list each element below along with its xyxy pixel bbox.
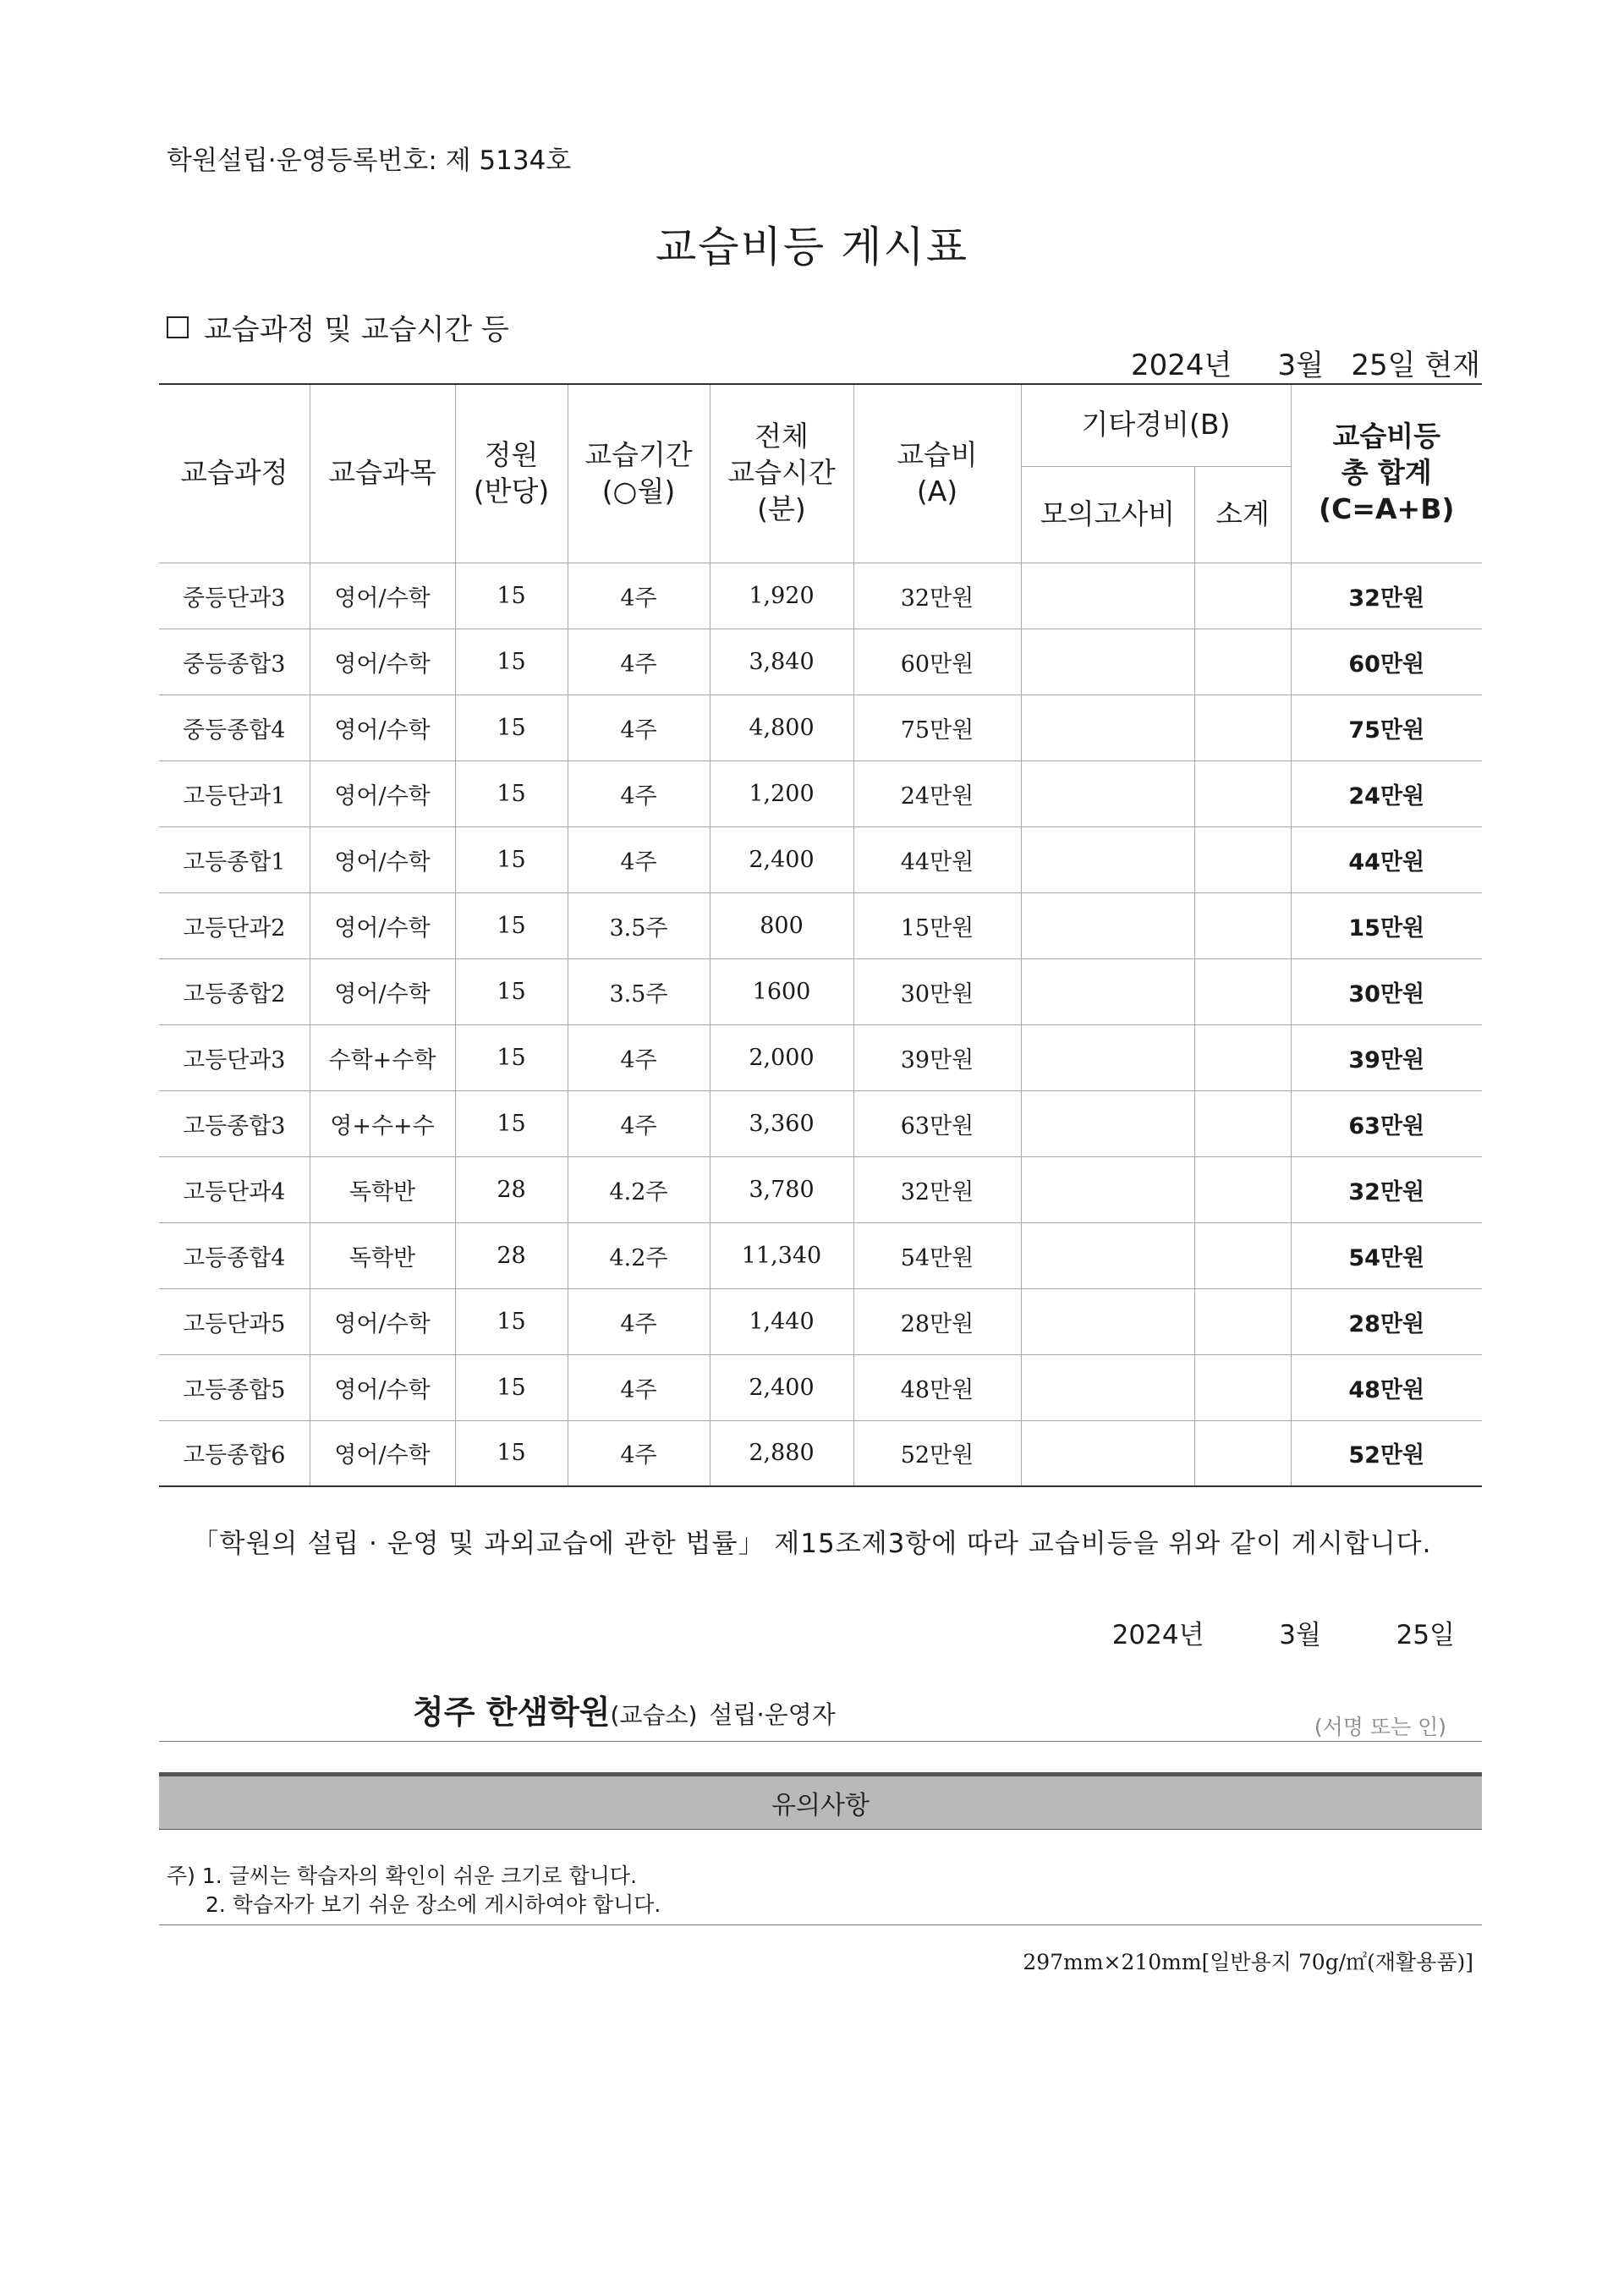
cell-subtotal [1194, 1354, 1291, 1420]
cell-subject: 영어/수학 [310, 1288, 455, 1354]
cell-capacity: 15 [455, 1354, 568, 1420]
table-row [159, 1024, 1482, 1090]
cell-course: 고등단과5 [159, 1288, 310, 1354]
cell-minutes: 3,780 [710, 1156, 853, 1222]
table-row [159, 760, 1482, 826]
cell-capacity: 15 [455, 563, 568, 629]
header-subtotal: 소계 [1194, 466, 1291, 563]
cell-grand-total: 63만원 [1291, 1090, 1482, 1156]
cell-fee: 32만원 [853, 563, 1021, 629]
cell-subtotal [1194, 695, 1291, 760]
header-mock-exam: 모의고사비 [1021, 466, 1194, 563]
cell-capacity: 15 [455, 826, 568, 892]
cell-capacity: 15 [455, 629, 568, 695]
header-other-costs: 기타경비(B) [1021, 384, 1291, 466]
registration-number: 학원설립·운영등록번호: 제 5134호 [167, 145, 572, 176]
cell-subtotal [1194, 1024, 1291, 1090]
table-row [159, 1090, 1482, 1156]
cell-grand-total: 44만원 [1291, 826, 1482, 892]
date-day: 25일 [1396, 1620, 1455, 1650]
cell-grand-total: 28만원 [1291, 1288, 1482, 1354]
cell-fee: 54만원 [853, 1222, 1021, 1288]
cell-grand-total: 75만원 [1291, 695, 1482, 760]
cell-period: 4주 [568, 1420, 710, 1486]
cell-fee: 60만원 [853, 629, 1021, 695]
table-row [159, 892, 1482, 958]
note-1: 주) 1. 글씨는 학습자의 확인이 쉬운 크기로 합니다. [167, 1864, 638, 1888]
table-row [159, 563, 1482, 629]
cell-fee: 32만원 [853, 1156, 1021, 1222]
cell-mock-exam [1021, 1420, 1194, 1486]
checkbox-square-icon [167, 316, 189, 338]
notes [167, 1862, 661, 1919]
table-row [159, 1288, 1482, 1354]
cell-minutes: 2,000 [710, 1024, 853, 1090]
cell-minutes: 1,920 [710, 563, 853, 629]
cell-capacity: 28 [455, 1156, 568, 1222]
cell-minutes: 2,880 [710, 1420, 853, 1486]
cell-course: 고등종합5 [159, 1354, 310, 1420]
table-row [159, 958, 1482, 1024]
as-of-year: 2024년 [1131, 349, 1232, 382]
cell-subject: 영어/수학 [310, 826, 455, 892]
cell-mock-exam [1021, 1354, 1194, 1420]
cell-capacity: 15 [455, 1090, 568, 1156]
cell-subject: 영어/수학 [310, 629, 455, 695]
cell-capacity: 15 [455, 1420, 568, 1486]
cell-course: 고등종합2 [159, 958, 310, 1024]
cell-minutes: 800 [710, 892, 853, 958]
cell-mock-exam [1021, 892, 1194, 958]
cell-mock-exam [1021, 1156, 1194, 1222]
posting-date [1112, 1613, 1455, 1651]
cell-minutes: 3,360 [710, 1090, 853, 1156]
cell-course: 고등종합6 [159, 1420, 310, 1486]
cell-course: 고등단과4 [159, 1156, 310, 1222]
cell-fee: 28만원 [853, 1288, 1021, 1354]
cell-subtotal [1194, 1156, 1291, 1222]
date-year: 2024년 [1111, 1620, 1204, 1650]
cell-mock-exam [1021, 760, 1194, 826]
cell-grand-total: 52만원 [1291, 1420, 1482, 1486]
cell-period: 4주 [568, 629, 710, 695]
divider [159, 1924, 1482, 1925]
fee-table-body [159, 563, 1482, 1486]
cell-minutes: 3,840 [710, 629, 853, 695]
cell-capacity: 15 [455, 760, 568, 826]
header-period: 교습기간 (○월) [568, 384, 710, 563]
cell-fee: 44만원 [853, 826, 1021, 892]
cell-period: 4주 [568, 1024, 710, 1090]
cell-subtotal [1194, 826, 1291, 892]
cell-subject: 영어/수학 [310, 958, 455, 1024]
cell-fee: 15만원 [853, 892, 1021, 958]
cell-grand-total: 60만원 [1291, 629, 1482, 695]
academy-name: 청주 한샘학원 [413, 1694, 611, 1731]
cell-mock-exam [1021, 826, 1194, 892]
legal-notice: 「학원의 설립 · 운영 및 과외교습에 관한 법률」 제15조제3항에 따라 교습비등을 위와 같이 게시합니다. [192, 1529, 1432, 1559]
table-row [159, 1156, 1482, 1222]
cell-grand-total: 39만원 [1291, 1024, 1482, 1090]
cell-mock-exam [1021, 1024, 1194, 1090]
cell-course: 중등종합3 [159, 629, 310, 695]
cell-mock-exam [1021, 629, 1194, 695]
table-row [159, 1354, 1482, 1420]
header-total-time: 전체 교습시간 (분) [710, 384, 853, 563]
page-title: 교습비등 게시표 [656, 222, 968, 272]
cell-capacity: 15 [455, 958, 568, 1024]
cell-subject: 영+수+수 [310, 1090, 455, 1156]
cell-fee: 30만원 [853, 958, 1021, 1024]
cell-fee: 63만원 [853, 1090, 1021, 1156]
cell-capacity: 15 [455, 695, 568, 760]
cell-mock-exam [1021, 1288, 1194, 1354]
cell-grand-total: 24만원 [1291, 760, 1482, 826]
cell-period: 4주 [568, 826, 710, 892]
cell-fee: 52만원 [853, 1420, 1021, 1486]
cell-minutes: 1,440 [710, 1288, 853, 1354]
cell-period: 4주 [568, 563, 710, 629]
header-capacity: 정원 (반당) [455, 384, 568, 563]
notice-header [159, 1772, 1482, 1830]
cell-subtotal [1194, 958, 1291, 1024]
cell-grand-total: 32만원 [1291, 1156, 1482, 1222]
cell-period: 3.5주 [568, 892, 710, 958]
cell-period: 3.5주 [568, 958, 710, 1024]
operator-role: 설립·운영자 [709, 1700, 836, 1729]
cell-mock-exam [1021, 695, 1194, 760]
cell-period: 4.2주 [568, 1156, 710, 1222]
table-row [159, 695, 1482, 760]
cell-subject: 영어/수학 [310, 1420, 455, 1486]
header-subject: 교습과목 [310, 384, 455, 563]
cell-course: 고등종합4 [159, 1222, 310, 1288]
cell-subtotal [1194, 760, 1291, 826]
cell-subject: 영어/수학 [310, 563, 455, 629]
cell-subject: 독학반 [310, 1222, 455, 1288]
cell-subtotal [1194, 1090, 1291, 1156]
divider [159, 1741, 1482, 1742]
section-heading-text: 교습과정 및 교습시간 등 [204, 313, 509, 347]
header-course: 교습과정 [159, 384, 310, 563]
cell-subtotal [1194, 629, 1291, 695]
cell-fee: 24만원 [853, 760, 1021, 826]
cell-course: 중등종합4 [159, 695, 310, 760]
cell-course: 고등단과2 [159, 892, 310, 958]
cell-minutes: 1,200 [710, 760, 853, 826]
cell-fee: 39만원 [853, 1024, 1021, 1090]
date-month: 3월 [1279, 1620, 1321, 1650]
note-2: 2. 학습자가 보기 쉬운 장소에 게시하여야 합니다. [206, 1892, 661, 1917]
as-of-month: 3월 [1277, 349, 1324, 382]
table-row [159, 629, 1482, 695]
cell-minutes: 4,800 [710, 695, 853, 760]
cell-subtotal [1194, 563, 1291, 629]
as-of-suffix: 현재 [1424, 349, 1480, 382]
cell-capacity: 15 [455, 892, 568, 958]
operator-signature-line [413, 1686, 836, 1732]
cell-capacity: 28 [455, 1222, 568, 1288]
cell-course: 고등종합3 [159, 1090, 310, 1156]
cell-minutes: 2,400 [710, 1354, 853, 1420]
cell-subject: 영어/수학 [310, 695, 455, 760]
notice-title: 유의사항 [771, 1791, 870, 1820]
cell-grand-total: 32만원 [1291, 563, 1482, 629]
cell-mock-exam [1021, 563, 1194, 629]
cell-course: 고등단과3 [159, 1024, 310, 1090]
cell-subject: 영어/수학 [310, 892, 455, 958]
cell-subject: 영어/수학 [310, 760, 455, 826]
cell-period: 4주 [568, 1090, 710, 1156]
table-row [159, 826, 1482, 892]
cell-fee: 48만원 [853, 1354, 1021, 1420]
cell-capacity: 15 [455, 1288, 568, 1354]
cell-period: 4.2주 [568, 1222, 710, 1288]
cell-subtotal [1194, 892, 1291, 958]
table-row [159, 1222, 1482, 1288]
cell-subtotal [1194, 1288, 1291, 1354]
signature-or-seal: (서명 또는 인) [1314, 1715, 1446, 1739]
cell-period: 4주 [568, 1288, 710, 1354]
cell-grand-total: 48만원 [1291, 1354, 1482, 1420]
cell-mock-exam [1021, 1090, 1194, 1156]
cell-subject: 영어/수학 [310, 1354, 455, 1420]
cell-subtotal [1194, 1420, 1291, 1486]
cell-course: 중등단과3 [159, 563, 310, 629]
cell-period: 4주 [568, 695, 710, 760]
cell-minutes: 11,340 [710, 1222, 853, 1288]
cell-subject: 독학반 [310, 1156, 455, 1222]
header-fee: 교습비 (A) [853, 384, 1021, 563]
cell-minutes: 1600 [710, 958, 853, 1024]
cell-grand-total: 30만원 [1291, 958, 1482, 1024]
cell-grand-total: 54만원 [1291, 1222, 1482, 1288]
cell-period: 4주 [568, 760, 710, 826]
cell-grand-total: 15만원 [1291, 892, 1482, 958]
cell-course: 고등단과1 [159, 760, 310, 826]
cell-capacity: 15 [455, 1024, 568, 1090]
section-heading [167, 306, 509, 348]
cell-fee: 75만원 [853, 695, 1021, 760]
cell-subject: 수학+수학 [310, 1024, 455, 1090]
table-row [159, 1420, 1482, 1486]
cell-period: 4주 [568, 1354, 710, 1420]
paper-spec: 297mm×210mm[일반용지 70g/㎡(재활용품)] [1023, 1950, 1473, 1974]
as-of-day: 25일 [1351, 349, 1416, 382]
academy-type: (교습소) [610, 1701, 698, 1729]
header-grand-total: 교습비등 총 합계 (C=A+B) [1291, 384, 1482, 563]
cell-subtotal [1194, 1222, 1291, 1288]
cell-minutes: 2,400 [710, 826, 853, 892]
fee-table [159, 383, 1482, 1487]
as-of-date [1131, 342, 1480, 383]
cell-mock-exam [1021, 1222, 1194, 1288]
cell-mock-exam [1021, 958, 1194, 1024]
cell-course: 고등종합1 [159, 826, 310, 892]
